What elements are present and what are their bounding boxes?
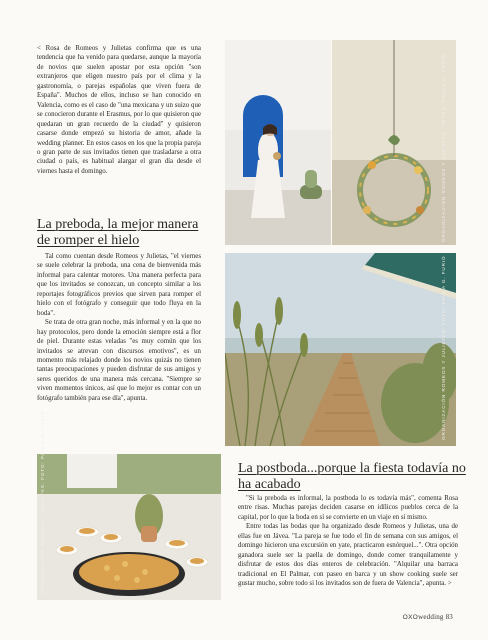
section2-paragraph: "Si la preboda es informal, la postboda lo es todavía más", comenta Rosa entre risas. Muchas parejas deciden casarse en idílicos pueblos cerca de la capital, por lo que la boda en sí se convierte en un viaje en sí mismo. — [238, 495, 458, 521]
section1-paragraph: Tal como cuentan desde Romeos y Julietas, "el viernes se suele celebrar la preboda, una cena de bienvenida más informal para calentar motores. Una manera perfecta para que los invitados se conozcan, un concepto similar a los reportajes fotográficos previos que sirven para romper el hielo con el fotógrafo y conseguir que todo fluya en la boda". — [37, 253, 201, 317]
page-number: 83 — [445, 613, 453, 621]
flower-hoop-photo — [332, 40, 456, 245]
section2-text — [238, 494, 458, 589]
intro-text — [37, 44, 201, 176]
paella-table-photo — [37, 410, 221, 600]
section2-paragraph: Entre todas las bodas que ha organizado desde Romeos y Julietas, una de ellas fue en Jávea. "La pareja se fue todo el fin de semana con sus amigos, el domingo hicieron una excursión en yate, practicaron esnórquel...". Otra opción ganadora suele ser la paella de domingo, donde comer tranquilamente y disfrutar de estos dos días enteros de celebración. "Alquilar una barraca tradicional en El Palmar, con paseo en barca y un show cooking suele ser gustar mucho, sobre todo si los invitados son de fuera de Valencia", apunta. > — [238, 523, 458, 588]
page-footer — [403, 613, 453, 621]
bride-blue-door-photo — [225, 40, 331, 245]
magazine-brand: OXO — [402, 614, 419, 621]
section1-heading: La preboda, la mejor manera de romper el hielo — [37, 217, 199, 248]
section2-heading: La postboda...porque la fiesta todavía no ha acabado — [238, 461, 466, 492]
magazine-name: wedding — [418, 613, 444, 621]
intro-paragraph: < Rosa de Romeos y Julietas confirma que es una tendencia que ha venido para quedarse, aunque la mayoría de novios que suelen apostar por esta opción "son extranjeros que eligen nuestro país por el clima y la gastronomía, o parejas españolas que viven fuera de España". Muchos de ellos, incluso se han conocido en Valencia, como es el caso de "una mexicana y un suizo que se conocieron durante el Erasmus, por lo que quisieron que quedaran un gran recuerdo de la ciudad" y quisieron casarse donde empezó su historia de amor, añade la wedding planner. En estos casos en los que la propia pareja o gran parte de sus invitados tienen que trasladarse a otra ciudad o país, es habitual alargar el gran día desde el viernes hasta el domingo. — [37, 45, 201, 175]
photo-credit: ORGANIZACIÓN ROMEOS Y JULIETAS. FOTO: PAULA G. FURIÓ — [40, 410, 45, 595]
boardwalk-photo — [225, 253, 456, 446]
photo-credit: ORGANIZACIÓN ROMEOS Y JULIETAS. FOTOS: PAULA G. FURIÓ — [441, 53, 446, 242]
section1-text — [37, 252, 201, 403]
photo-credit: ORGANIZACIÓN ROMEOS Y JULIETAS. FOTO: PAULA G. FURIÓ — [441, 255, 446, 440]
section1-paragraph: Se trata de otra gran noche, más informal y en la que no hay protocolos, pero donde la emoción siempre está a flor de piel. Durante estas veladas "es muy común que los invitados se atrevan con discursos emotivos", es un momento más relajado donde los novios quizás no tienen tantas preocupaciones y pueden disfrutar de sus amigos y seres queridos de una manera más cercana. "Siempre se viven momentos únicos, así que lo mejor es contar con un fotógrafo también para ese día", apunta. — [37, 319, 201, 402]
